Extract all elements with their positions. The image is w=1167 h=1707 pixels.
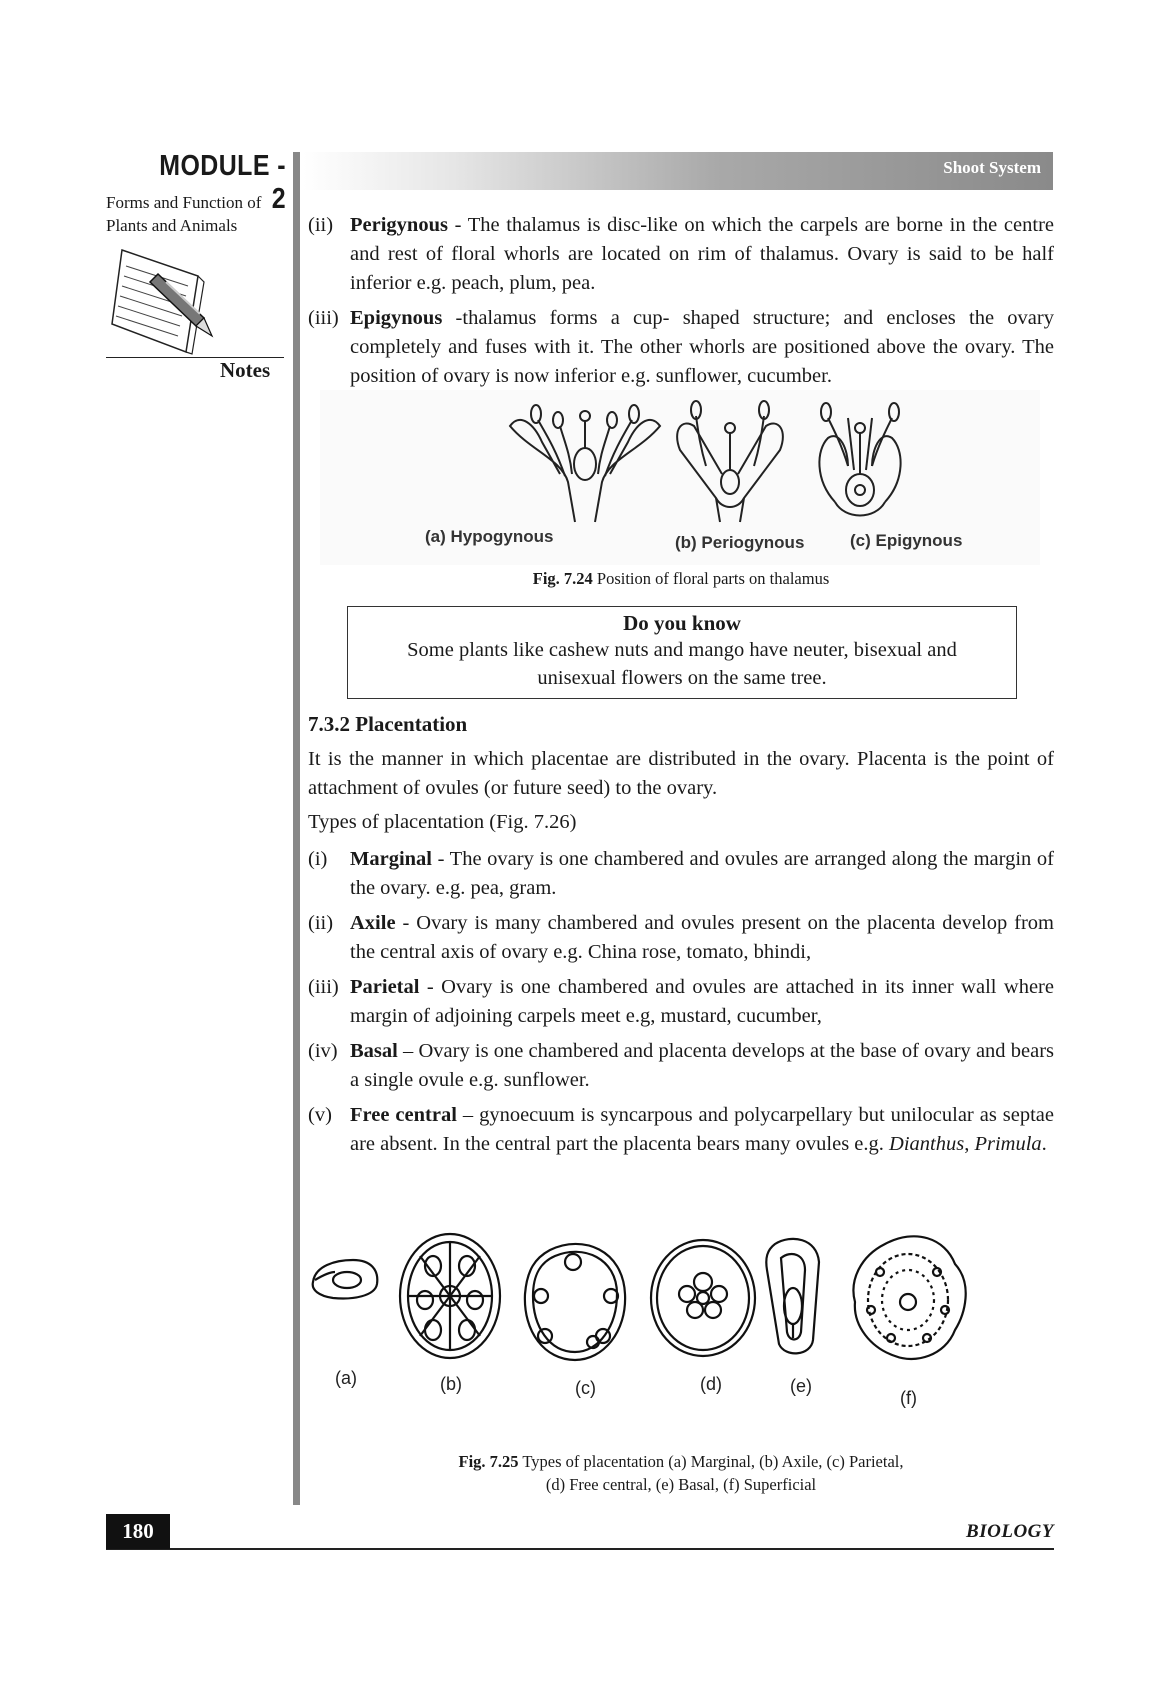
fig25-label-f: (f) <box>900 1388 917 1408</box>
header-band <box>303 152 1053 190</box>
caption-label: Fig. 7.24 <box>532 569 593 588</box>
item-number: (iv) <box>308 1040 338 1062</box>
module-subtitle <box>106 191 286 237</box>
module-title: MODULE - 2 <box>159 150 286 215</box>
notes-pencil-icon <box>108 244 218 356</box>
list-item-marginal <box>308 845 1054 903</box>
box-title: Do you know <box>623 611 741 635</box>
figure-7-25-caption <box>308 1450 1054 1496</box>
section-intro: It is the manner in which placentae are distributed in the ovary. Placenta is the point of attachment of ovules (or future seed) to the ovary. <box>308 748 1054 799</box>
item-number: (iii) <box>308 976 339 998</box>
item-term: Parietal <box>350 976 420 998</box>
list-item-perigynous <box>308 211 1054 298</box>
item-text: – gynoecuum is syncarpous and polycarpellary but unilocular as septae are absent. In the central part the placenta bears many ovules e.g. <box>350 1104 1054 1155</box>
item-text: - Ovary is many chambered and ovules present on the placenta develop from the central axis of ovary e.g. China rose, tomato, bhindi, <box>350 912 1054 963</box>
item-end: . <box>1041 1133 1047 1155</box>
list-item-parietal <box>308 973 1054 1031</box>
book-title: BIOLOGY <box>966 1521 1054 1542</box>
section-title: Shoot System <box>943 158 1041 177</box>
example-separator: , <box>964 1133 975 1155</box>
figure-7-24-caption <box>308 567 1054 590</box>
fig25-label-e: (e) <box>790 1376 812 1396</box>
caption-line-2: (d) Free central, (e) Basal, (f) Superficial <box>545 1475 817 1494</box>
fig24-label-c: (c) Epigynous <box>850 531 963 550</box>
caption-text: Position of floral parts on thalamus <box>592 569 830 588</box>
list-item-basal <box>308 1037 1054 1095</box>
fig25-label-b: (b) <box>440 1374 462 1394</box>
item-number: (ii) <box>308 912 334 934</box>
placentation-axile-drawing <box>400 1234 500 1358</box>
page-number: 180 <box>106 1514 170 1549</box>
section-heading: 7.3.2 Placentation <box>308 712 468 736</box>
item-text: - The ovary is one chambered and ovules are arranged along the margin of the ovary. e.g. pea, gram. <box>350 848 1054 899</box>
fig24-label-b: (b) Periogynous <box>675 533 805 552</box>
caption-label: Fig. 7.25 <box>458 1452 519 1471</box>
footer-rule <box>106 1548 1054 1550</box>
fig24-label-a: (a) Hypogynous <box>425 527 554 546</box>
list-item-epigynous <box>308 304 1054 391</box>
item-term: Axile <box>350 912 396 934</box>
item-number: (iii) <box>308 307 339 329</box>
item-text: -thalamus forms a cup- shaped structure; and encloses the ovary completely and fuses with it. The other whorls are positioned above the ovary. The position of ovary is now inferior e.g. sunflower, cucumber. <box>350 307 1054 387</box>
placentation-free-central-drawing <box>651 1240 755 1356</box>
item-text: - Ovary is one chambered and ovules are attached in its inner wall where margin of adjoining carpels meet e.g, mustard, cucumber, <box>350 976 1054 1027</box>
types-line: Types of placentation (Fig. 7.26) <box>308 811 577 833</box>
item-number: (v) <box>308 1104 332 1126</box>
notes-label: Notes <box>220 358 271 382</box>
item-number: (i) <box>308 848 328 870</box>
item-text: – Ovary is one chambered and placenta develops at the base of ovary and bears a single ovule e.g. sunflower. <box>350 1040 1054 1091</box>
caption-line-1: Types of placentation (a) Marginal, (b) Axile, (c) Parietal, <box>518 1452 904 1471</box>
box-body: Some plants like cashew nuts and mango have neuter, bisexual and unisexual flowers on the same tree. <box>407 639 957 689</box>
item-term: Basal <box>350 1040 398 1062</box>
figure-7-24-floral-positions <box>320 390 1040 565</box>
example-dianthus: Dianthus <box>889 1133 965 1155</box>
list-item-free-central <box>308 1101 1054 1159</box>
item-term: Perigynous <box>350 214 448 236</box>
fig25-label-a: (a) <box>335 1368 357 1388</box>
placentation-superficial-drawing <box>853 1236 965 1359</box>
figure-7-25-placentation-types <box>305 1210 1045 1410</box>
item-number: (ii) <box>308 214 334 236</box>
placentation-parietal-drawing <box>525 1244 625 1360</box>
list-item-axile <box>308 909 1054 967</box>
fig25-label-c: (c) <box>575 1378 596 1398</box>
item-term: Epigynous <box>350 307 443 329</box>
margin-vertical-bar <box>293 152 300 1505</box>
subtitle-line-1: Forms and Function of <box>106 193 262 212</box>
placentation-marginal-drawing <box>313 1260 378 1298</box>
placentation-basal-drawing <box>766 1239 819 1353</box>
fig25-label-d: (d) <box>700 1374 722 1394</box>
item-text: - The thalamus is disc-like on which the carpels are borne in the centre and rest of floral whorls are located on rim of thalamus. Ovary is said to be half inferior e.g. peach, plum, pea. <box>350 214 1054 294</box>
item-term: Free central <box>350 1104 457 1126</box>
example-primula: Primula <box>974 1133 1042 1155</box>
item-term: Marginal <box>350 848 432 870</box>
subtitle-line-2: Plants and Animals <box>106 216 238 235</box>
do-you-know-box <box>347 606 1017 699</box>
